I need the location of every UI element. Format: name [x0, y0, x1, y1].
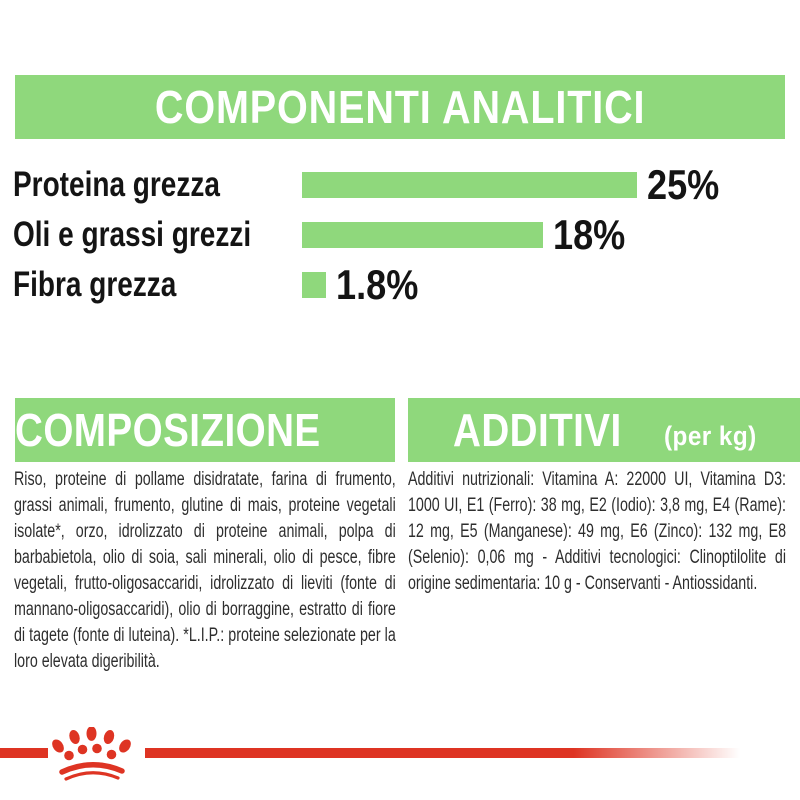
additives-body: Additivi nutrizionali: Vitamina A: 22000 UI, Vitamina D3: 1000 UI, E1 (Ferro): 38 mg, E2 (Iodio): 3,8 mg, E4 (Rame): 12 mg, E5 (Manganese): 49 mg, E6 (Zinco): 132 mg, E8 (Selenio): 0,06 mg - Additivi tecnologici: Clinoptilolite di origine sedimentaria: 10 g - Conservanti - Antiossidanti.	[408, 469, 786, 594]
composition-header	[15, 398, 395, 462]
bar-fibre	[302, 272, 326, 298]
bar-protein	[302, 172, 637, 198]
bar-fats	[302, 222, 543, 248]
additives-title-suffix: (per kg)	[663, 420, 757, 451]
additives-title: ADDITIVI	[453, 404, 622, 456]
bar-value: 18%	[553, 211, 626, 258]
bar-label: Proteina grezza	[13, 165, 220, 204]
analytic-components-header	[15, 75, 785, 139]
footer-rule-right	[145, 748, 740, 758]
bar-label: Fibra grezza	[13, 265, 177, 304]
analytic-components-chart	[0, 160, 800, 310]
bar-row-fats	[0, 210, 800, 260]
footer-rule-left	[0, 748, 48, 758]
analytic-components-title: COMPONENTI ANALITICI	[154, 81, 646, 133]
royal-canin-crown-icon	[50, 727, 134, 783]
bar-row-fibre	[0, 260, 800, 310]
bar-row-protein	[0, 160, 800, 210]
additives-header	[408, 398, 800, 462]
composition-title: COMPOSIZIONE	[15, 404, 321, 456]
bar-value: 25%	[647, 161, 720, 208]
composition-body: Riso, proteine di pollame disidratate, farina di frumento, grassi animali, frumento, glutine di mais, proteine vegetali isolate*, orzo, idrolizzato di proteine animali, polpa di barbabietola, olio di soia, sali minerali, olio di pesce, fibre vegetali, frutto-oligosaccaridi, idrolizzato di lieviti (fonte di mannano-oligosaccaridi), olio di borraggine, estratto di fiore di tagete (fonte di luteina). *L.I.P.: proteine selezionate per la loro elevata digeribilità.	[14, 469, 396, 672]
bar-label: Oli e grassi grezzi	[13, 215, 252, 254]
bar-value: 1.8%	[336, 261, 419, 308]
